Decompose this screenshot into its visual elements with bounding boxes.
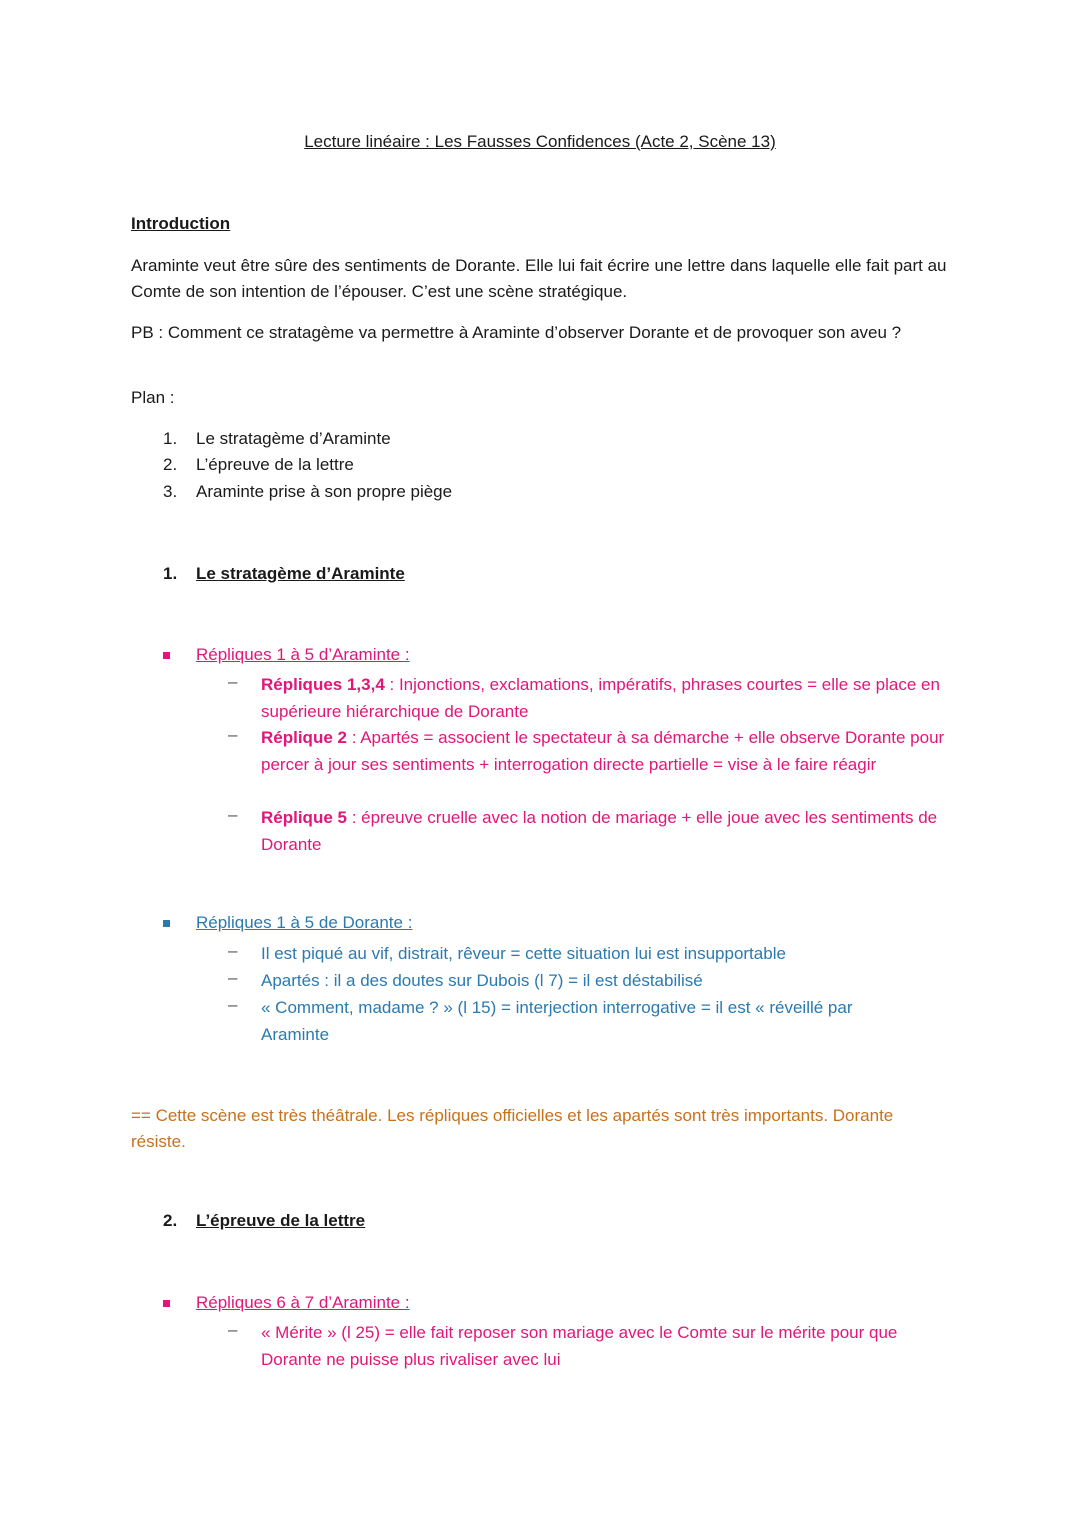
plan-item-number: 3. (163, 482, 178, 501)
araminte-replies-heading: Répliques 1 à 5 d’Araminte : (196, 645, 410, 664)
list-item: « Mérite » (l 25) = elle fait reposer son mariage avec le Comte sur le mérite pour que Dorante ne puisse plus rivaliser avec lui (261, 1323, 898, 1369)
section-conclusion: == Cette scène est très théâtrale. Les répliques officielles et les apartés sont très importants. Dorante résiste. (131, 1106, 894, 1151)
dash-icon: – (228, 941, 238, 960)
plan-label: Plan : (131, 388, 175, 407)
square-bullet-icon (163, 1300, 170, 1307)
item-label: Réplique 2 (261, 728, 347, 747)
plan-item: Araminte prise à son propre piège (196, 482, 453, 501)
plan-item: L’épreuve de la lettre (196, 455, 354, 474)
section-number: 1. (163, 564, 178, 583)
item-text: : épreuve cruelle avec la notion de mariage + elle joue avec les sentiments de Dorante (261, 808, 938, 854)
plan-item-number: 1. (163, 429, 178, 448)
dash-icon: – (228, 672, 238, 691)
list-item: Apartés : il a des doutes sur Dubois (l 7) = il est déstabilisé (261, 971, 703, 990)
page-title: Lecture linéaire : Les Fausses Confidences (Acte 2, Scène 13) (304, 132, 776, 151)
section-number: 2. (163, 1211, 178, 1230)
dash-icon: – (228, 968, 238, 987)
list-item (261, 672, 961, 725)
list-item (261, 725, 961, 778)
square-bullet-icon (163, 920, 170, 927)
intro-paragraph: Araminte veut être sûre des sentiments de Dorante. Elle lui fait écrire une lettre dans laquelle elle fait part au Comte de son intention de l’épouser. C’est une scène stratégique. (131, 256, 947, 301)
dash-icon: – (228, 995, 238, 1014)
dash-icon: – (228, 805, 238, 824)
item-text: : Injonctions, exclamations, impératifs, phrases courtes = elle se place en supérieure hiérarchique de Dorante (261, 675, 940, 721)
plan-item: Le stratagème d’Araminte (196, 429, 391, 448)
section-title: Le stratagème d’Araminte (196, 564, 405, 583)
list-item: « Comment, madame ? » (l 15) = interjection interrogative = il est « réveillé par Araminte (261, 998, 853, 1044)
problem-statement: PB : Comment ce stratagème va permettre à Araminte d’observer Dorante et de provoquer son aveu ? (131, 323, 902, 342)
araminte-replies-heading: Répliques 6 à 7 d’Araminte : (196, 1293, 410, 1312)
dash-icon: – (228, 1320, 238, 1339)
section-title: L’épreuve de la lettre (196, 1211, 366, 1230)
square-bullet-icon (163, 652, 170, 659)
item-text: : Apartés = associent le spectateur à sa démarche + elle observe Dorante pour percer à jour ses sentiments + interrogation directe partielle = vise à le faire réagir (261, 728, 945, 774)
plan-item-number: 2. (163, 455, 178, 474)
item-label: Réplique 5 (261, 808, 347, 827)
item-label: Répliques 1,3,4 (261, 675, 385, 694)
dorante-replies-heading: Répliques 1 à 5 de Dorante : (196, 913, 413, 932)
list-item (261, 805, 961, 858)
intro-heading: Introduction (131, 214, 231, 233)
dash-icon: – (228, 725, 238, 744)
list-item: Il est piqué au vif, distrait, rêveur = cette situation lui est insupportable (261, 944, 786, 963)
